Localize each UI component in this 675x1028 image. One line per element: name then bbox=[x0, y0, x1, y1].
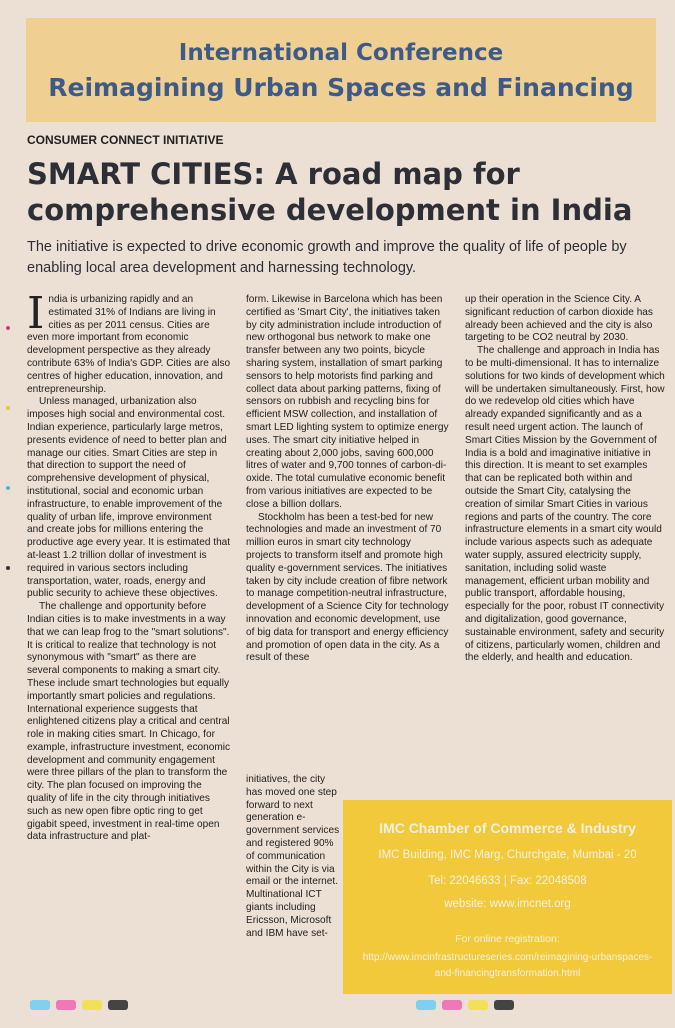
column-2-paragraph: Stockholm has been a test-bed for new technologies and made an investment of 70 million euros in smart city technology projects to transform itself and promote high quality e-government services. The initiatives taken by city include creation of fibre network to manage competition-neutral infrastructure, development of a Science City for technology innovation and economic development, use of big data for transport and energy efficiency and promotion of open data in the city. As a result of these bbox=[246, 511, 449, 664]
swatch-magenta bbox=[56, 1000, 76, 1010]
ad-organization-name: IMC Chamber of Commerce & Industry bbox=[379, 820, 636, 836]
column-3-paragraph: up their operation in the Science City. A significant reduction of carbon dioxide has already been achieved and the city is also targeting to be CO2 neutral by 2030. bbox=[465, 294, 653, 344]
registration-mark bbox=[6, 566, 10, 570]
article-column-2-continued bbox=[246, 774, 342, 1000]
column-1-paragraph: Unless managed, urbanization also imposes high social and environmental cost. Indian experience, particularly large metros, presents evidence of need to better plan and manage our cities. Smart Cities are step in that direction to support the need of comprehensive development of physical, institutional, social and economic urban infrastructure, to enable improvement of the quality of urban life, improve environment and create jobs for millions entering the productive age every year. It is estimated that at-least 1.2 trillion dollar of investment is required in various sectors including transportation, water, roads, energy and public security to achieve these objectives. bbox=[27, 396, 231, 600]
registration-mark bbox=[6, 326, 10, 330]
column-3-paragraph: The challenge and approach in India has to be multi-dimensional. It has to internalize solutions for two kinds of development which will be undertaken simultaneously. First, how do we redevelop old cities which have already expanded significantly and as a result need urgent action. The launch of Smart Cities Mission by the Government of India is a bold and imaginative initiative in this direction. It is meant to set examples that can be replicated both within and outside the Smart City, catalysing the creation of similar Smart Cities in various regions and parts of the country. The core infrastructure elements in a smart city would include various aspects such as adequate water supply, assured electricity supply, sanitation, including solid waste management, efficient urban mobility and public transport, affordable housing, especially for the poor, robust IT connectivity and digitalization, good governance, sustainable environment, safety and security of citizens, particularly women, children and the elderly, and health and education. bbox=[465, 345, 665, 664]
headline-line2: comprehensive development in India bbox=[27, 193, 633, 227]
drop-cap: I bbox=[27, 288, 45, 339]
article-standfirst: The initiative is expected to drive economic growth and improve the quality of life of people by enabling local area development and harnessing technology. bbox=[27, 239, 627, 276]
ad-phone-fax: Tel: 22046633 | Fax: 22048508 bbox=[428, 875, 587, 887]
swatch-black bbox=[494, 1000, 514, 1010]
imc-advertisement-box bbox=[343, 800, 672, 994]
article-headline bbox=[27, 156, 657, 228]
headline-line1: SMART CITIES: A road map for bbox=[27, 157, 520, 191]
article-kicker: CONSUMER CONNECT INITIATIVE bbox=[27, 133, 224, 147]
registration-mark bbox=[6, 406, 10, 410]
article-column-3 bbox=[465, 294, 665, 774]
swatch-black bbox=[108, 1000, 128, 1010]
ad-registration-link[interactable]: http://www.imcinfrastructureseries.com/reimagining-urbanspaces-and-financingtransformation.html bbox=[362, 952, 653, 979]
article-column-1 bbox=[27, 288, 231, 994]
ad-registration-label: For online registration: bbox=[455, 933, 560, 945]
column-1-paragraph: India is urbanizing rapidly and an estimated 31% of Indians are living in cities as per 2011 census. Cities are even more important from economic development perspective as they already contribute 63% of India's GDP. Cities are also centres of higher education, innovation, and entrepreneurship. bbox=[27, 288, 231, 395]
ad-website[interactable]: website: www.imcnet.org bbox=[444, 898, 571, 910]
ad-address: IMC Building, IMC Marg, Churchgate, Mumbai - 20 bbox=[378, 849, 637, 861]
column-2-paragraph: form. Likewise in Barcelona which has been certified as 'Smart City', the initiatives taken by city administration include introduction of new orthogonal bus network to make one transfer between any two points, bicycle sharing system, installation of smart parking sensors to help motorists find parking and collect data about parking patterns, fixing of sensors on rubbish and recycling bins for efficient MSW collection, and installation of smart LED lighting system to optimize energy uses. The smart city initiative helped in creating about 2,000 jobs, saving 600,000 litres of water and 9,700 tonnes of carbon-di-oxide. The total cumulative economic benefit from various initiatives are expected to be close a billion dollars. bbox=[246, 294, 449, 510]
swatch-cyan bbox=[416, 1000, 436, 1010]
banner-title-line1: International Conference bbox=[178, 40, 504, 66]
registration-mark bbox=[6, 486, 10, 490]
swatch-yellow bbox=[468, 1000, 488, 1010]
swatch-magenta bbox=[442, 1000, 462, 1010]
banner-title-line2: Reimagining Urban Spaces and Financing bbox=[48, 73, 634, 102]
article-column-2 bbox=[246, 294, 449, 779]
column-1-paragraph: The challenge and opportunity before Indian cities is to make investments in a way that we can leap frog to the "smart solutions". It is critical to realize that technology is not synonymous with "smart" as there are several components to making a smart city. These include smart technologies but equally importantly smart policies and regulations. International experience suggests that enlightened citizens play a critical and central role in making cities smart. In Chicago, for example, infrastructure investment, economic development and community engagement were three pillars of the plan to transform the city. The plan focused on improving the quality of life in the city through initiatives such as new open fibre optic ring to get gigabit speed, investment in real-time open data infrastructure and plat- bbox=[27, 601, 231, 843]
column-2-paragraph: initiatives, the city has moved one step forward to next generation e-government services and registered 90% of communication within the City is via email or the internet. Multinational ICT giants including Ericsson, Microsoft and IBM have set- bbox=[246, 774, 340, 939]
conference-banner bbox=[26, 18, 656, 122]
swatch-cyan bbox=[30, 1000, 50, 1010]
swatch-yellow bbox=[82, 1000, 102, 1010]
